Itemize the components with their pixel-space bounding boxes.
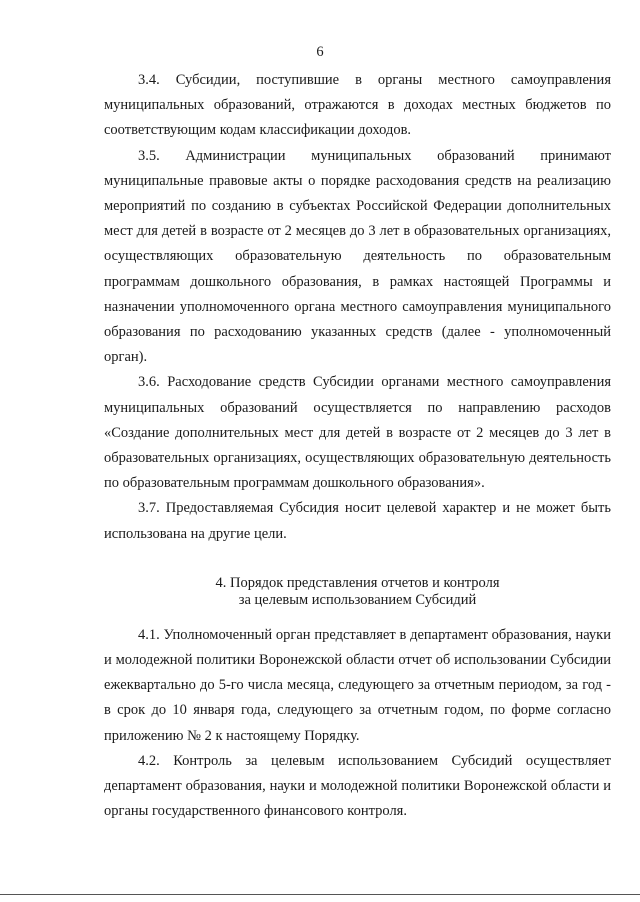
paragraph-4-2: 4.2. Контроль за целевым использованием Субсидий осуществляет департамент образования, науки и молодежной политики Воронежской области и органы государственного финансового контроля. bbox=[104, 752, 611, 820]
paragraph-4-1: 4.1. Уполномоченный орган представляет в департамент образования, науки и молодежной политики Воронежской области отчет об использовании Субсидии ежеквартально до 5-го числа месяца, следующего за отчетным периодом, за год - в срок до 10 января года, следующего за отчетным годом, по форме согласно приложению № 2 к настоящему Порядку. bbox=[104, 626, 611, 744]
paragraph-3-6: 3.6. Расходование средств Субсидии органами местного самоуправления муниципальных образований осуществляется по направлению расходов «Создание дополнительных мест для детей в возрасте от 2 месяцев до 3 лет в образовательных организациях, осуществляющих образовательную деятельность по образовательным программам дошкольного образования». bbox=[104, 374, 611, 492]
paragraph-3-5: 3.5. Администрации муниципальных образований принимают муниципальные правовые акты о порядке расходования средств на реализацию мероприятий по созданию в субъектах Российской Федерации дополнительных мест для детей в возрасте от 2 месяцев до 3 лет в образовательных организациях, осуществляющих образовательную деятельность по образовательным программам дошкольного образования, в рамках настоящей Программы и назначении уполномоченного органа местного самоуправления муниципального образования по расходованию указанных средств (далее - уполномоченный орган). bbox=[104, 147, 611, 366]
paragraph-3-7: 3.7. Предоставляемая Субсидия носит целевой характер и не может быть использована на другие цели. bbox=[104, 500, 611, 542]
section-4-heading-line-1: 4. Порядок представления отчетов и контроля bbox=[215, 574, 500, 591]
document-body bbox=[104, 68, 611, 824]
section-4-heading bbox=[104, 575, 611, 609]
page-number: 6 bbox=[316, 44, 324, 60]
paragraph-3-4: 3.4. Субсидии, поступившие в органы местного самоуправления муниципальных образований, отражаются в доходах местных бюджетов по соответствующим кодам классификации доходов. bbox=[104, 72, 611, 139]
section-4-heading-line-2: за целевым использованием Субсидий bbox=[238, 591, 477, 608]
page-bottom-rule bbox=[0, 894, 640, 895]
